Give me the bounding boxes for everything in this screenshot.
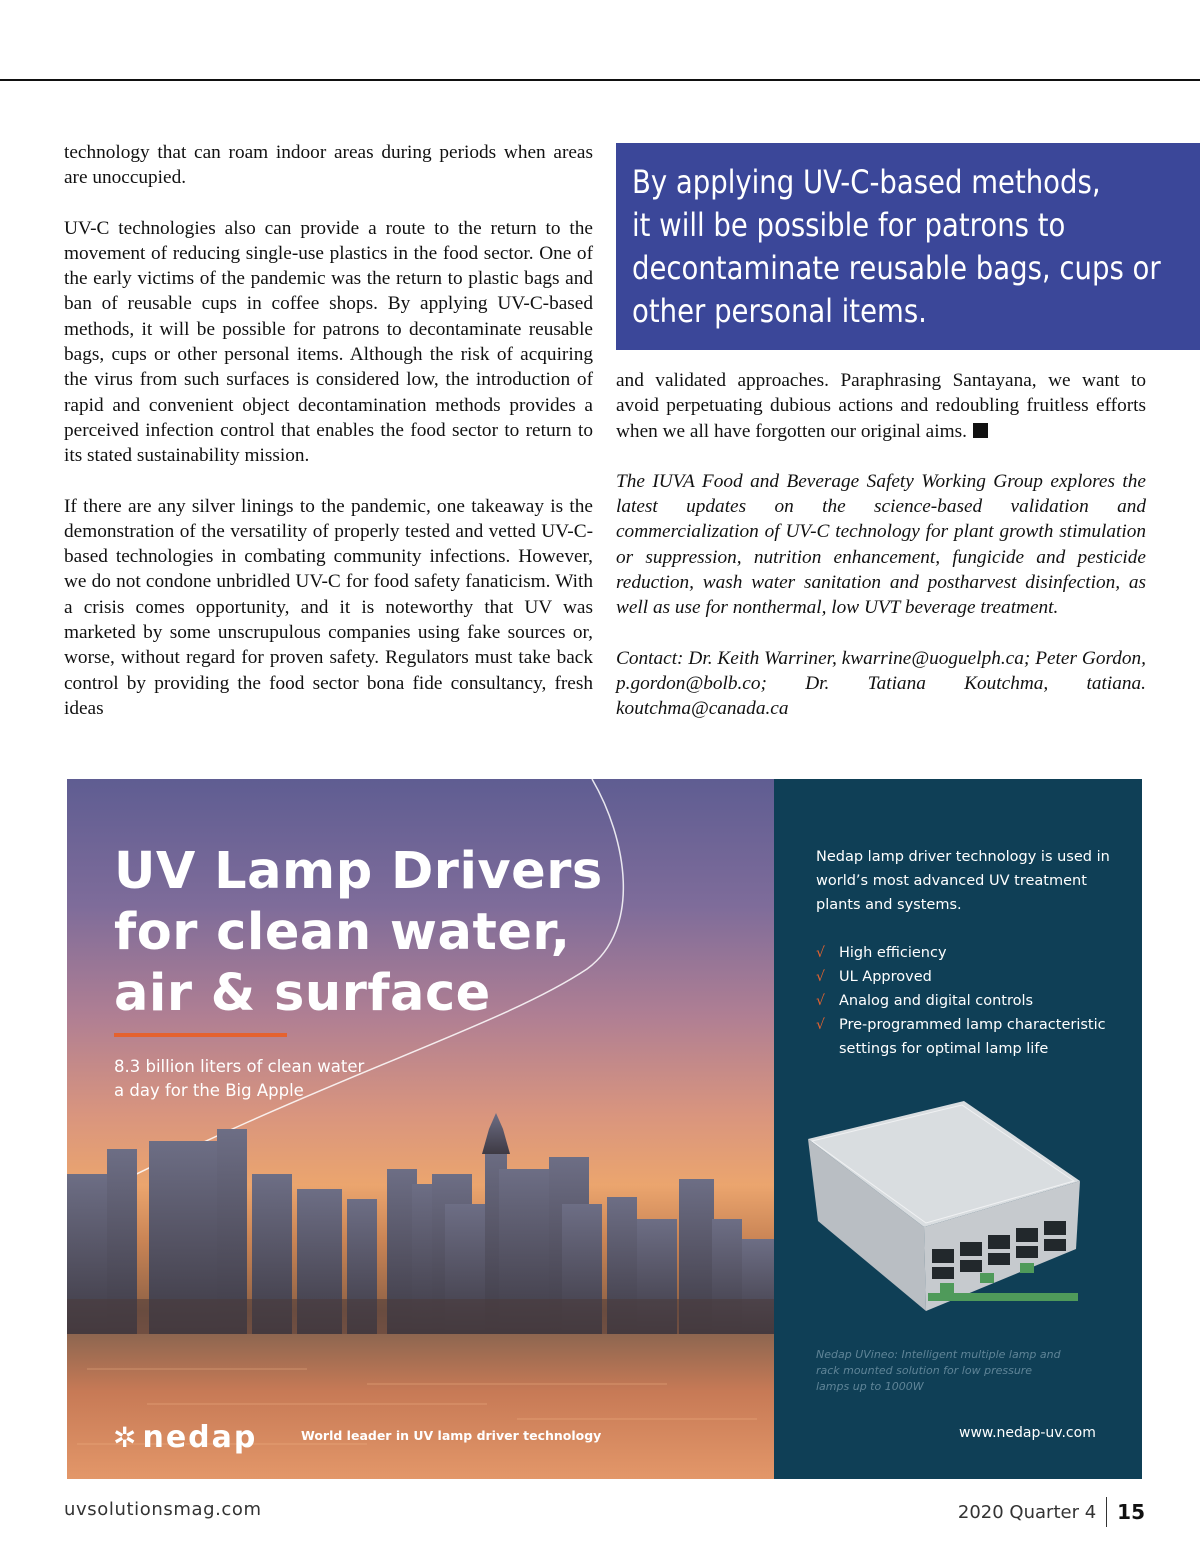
article-right-column (616, 368, 1146, 747)
footer-issue-page (958, 1497, 1145, 1527)
star-icon: ✲ (113, 1421, 139, 1454)
check-icon: √ (816, 969, 825, 985)
check-icon: √ (816, 945, 825, 961)
paragraph: technology that can roam indoor areas during periods when areas are unoccupied. (64, 142, 593, 189)
feature-item (816, 1013, 1126, 1061)
article-left-column (64, 140, 593, 746)
check-icon: √ (816, 1017, 825, 1033)
feature-label: Pre-programmed lamp characteristic settings for optimal lamp life (839, 1017, 1106, 1057)
header-rule (0, 79, 1200, 81)
page-number: 15 (1117, 1500, 1145, 1524)
ad-info-panel (774, 779, 1142, 1479)
ad-headline (114, 841, 674, 1024)
ad-subtext: 8.3 billion liters of clean water a day for the Big Apple (114, 1057, 365, 1100)
ad-headline-line: air & surface (114, 964, 491, 1023)
lamp-driver-product-image (804, 1097, 1104, 1327)
footer-divider (1106, 1497, 1107, 1527)
feature-label: High efficiency (839, 945, 947, 961)
headline-underline (114, 1033, 287, 1037)
feature-list (816, 941, 1126, 1061)
about-working-group: The IUVA Food and Beverage Safety Working Group explores the latest updates on the science-based validation and commercialization of UV-C technology for plant growth stimulation or suppression, nutrition enhancement, fungicide and pesticide reduction, wash water sanitation and postharvest disinfection, as well as use for nonthermal, low UVT beverage treatment. (616, 470, 1146, 619)
contact-info: Contact: Dr. Keith Warriner, kwarrine@uoguelph.ca; Peter Gordon, p.gordon@bolb.co; Dr. Tatiana Koutchma, tatiana. koutchma@canada.ca (616, 647, 1146, 720)
paragraph (616, 368, 1146, 444)
ad-tagline: World leader in UV lamp driver technology (301, 1428, 602, 1443)
feature-label: Analog and digital controls (839, 993, 1034, 1009)
paragraph-text: and validated approaches. Paraphrasing Santayana, we want to avoid perpetuating dubious actions and redoubling fruitless efforts when we all have forgotten our original aims. (616, 370, 1146, 442)
ad-website-link[interactable]: www.nedap-uv.com (959, 1425, 1096, 1441)
end-mark-icon (973, 423, 988, 438)
check-icon: √ (816, 993, 825, 1009)
feature-item (816, 989, 1126, 1013)
logo-wordmark: nedap (142, 1420, 258, 1455)
ad-intro: Nedap lamp driver technology is used in world’s most advanced UV treatment plants and systems. (816, 849, 1110, 913)
paragraph: UV-C technologies also can provide a route to the return to the movement of reducing single-use plastics in the food sector. One of the early victims of the pandemic was the return to plastic bags and ban of reusable cups in coffee shops. By applying UV-C-based methods, it will be possible for patrons to decontaminate reusable bags, cups or other personal items. Although the risk of acquiring the virus from such surfaces is considered low, the introduction of rapid and convenient object decontamination methods provides a perceived infection control that enables the food sector to return to its stated sustainability mission. (64, 217, 593, 467)
nedap-logo[interactable] (113, 1420, 257, 1455)
feature-item (816, 965, 1126, 989)
feature-item (816, 941, 1126, 965)
feature-label: UL Approved (839, 969, 932, 985)
footer-issue: 2020 Quarter 4 (957, 1501, 1097, 1523)
ad-headline-line: UV Lamp Drivers (114, 842, 603, 901)
paragraph: If there are any silver linings to the pandemic, one takeaway is the demonstration of the versatility of properly tested and vetted UV-C-based technologies in combating community infections. However, we do not condone unbridled UV-C for food safety fanaticism. With a crisis comes opportunity, and it is noteworthy that UV was marketed by some unscrupulous companies using fake sources or, worse, without regard for proven safety. Regulators must take back control by providing the food sector bona fide consultancy, fresh ideas (64, 495, 593, 719)
pull-quote (616, 143, 1200, 350)
footer-site[interactable]: uvsolutionsmag.com (64, 1499, 262, 1520)
product-caption: Nedap UVineo: Intelligent multiple lamp and rack mounted solution for low pressure lamps up to 1000W (816, 1348, 1061, 1393)
ad-headline-line: for clean water, (114, 903, 571, 962)
advertisement[interactable] (67, 779, 1142, 1479)
pull-quote-text: By applying UV-C-based methods, it will be possible for patrons to decontaminate reusable bags, cups or other personal items. (632, 163, 1161, 330)
